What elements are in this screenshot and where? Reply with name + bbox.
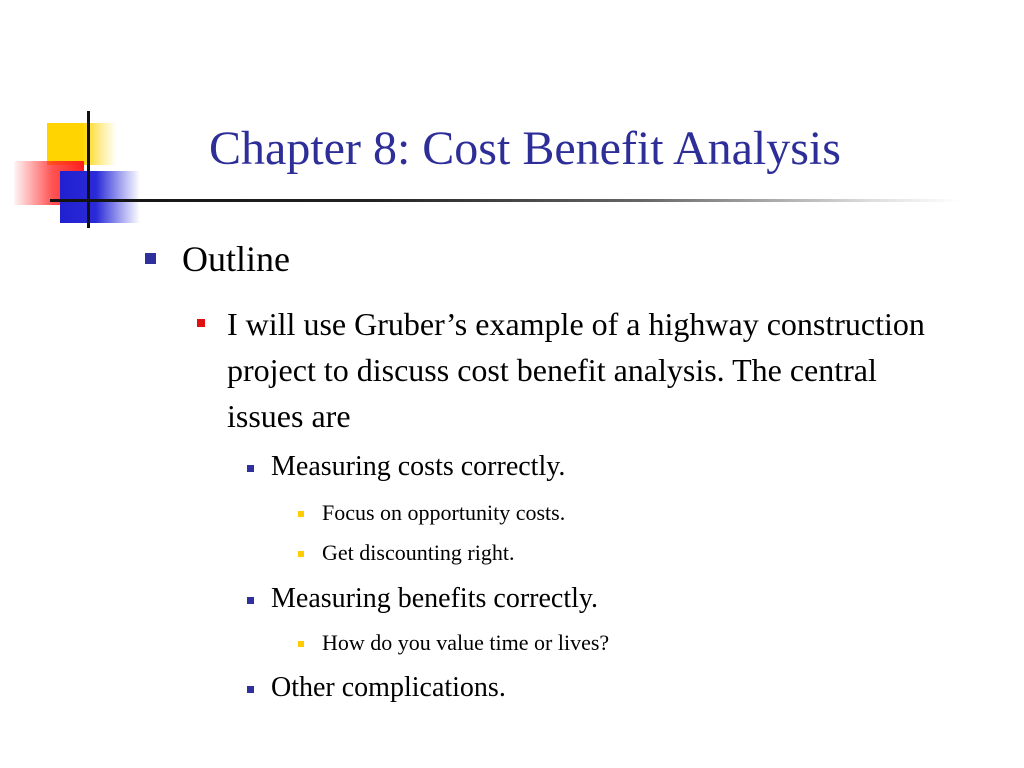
issue-item-benefits <box>271 583 598 615</box>
square-bullet-icon <box>247 465 254 472</box>
square-bullet-icon <box>247 597 254 604</box>
square-bullet-icon <box>247 686 254 693</box>
issue-label: Measuring costs correctly. <box>271 451 566 482</box>
square-bullet-icon <box>298 551 304 557</box>
issue-item-costs <box>271 451 565 483</box>
subpoint-item <box>322 540 514 566</box>
decorative-squares-logo <box>0 0 160 240</box>
outline-heading-text: Outline <box>182 239 290 279</box>
square-bullet-icon <box>298 511 304 517</box>
yellow-square-decoration <box>47 123 117 165</box>
issue-label: Other complications. <box>271 672 506 703</box>
square-bullet-icon <box>298 641 304 647</box>
vertical-rule-decoration <box>87 111 90 228</box>
issue-label: Measuring benefits correctly. <box>271 583 599 614</box>
intro-text: I will use Gruber’s example of a highway construction project to discuss cost benefit analysis. The central issues are <box>227 306 925 434</box>
subpoint-text: How do you value time or lives? <box>322 630 610 655</box>
subpoint-item <box>322 630 609 656</box>
square-bullet-icon <box>145 253 156 264</box>
slide-title: Chapter 8: Cost Benefit Analysis <box>209 122 841 175</box>
outline-heading-item <box>182 238 290 280</box>
subpoint-item <box>322 500 565 526</box>
square-bullet-icon <box>197 319 205 327</box>
intro-item <box>227 301 927 439</box>
title-underline-rule <box>50 199 960 202</box>
subpoint-text: Get discounting right. <box>322 540 515 565</box>
issue-item-complications <box>271 672 506 704</box>
blue-square-decoration <box>60 171 140 223</box>
subpoint-text: Focus on opportunity costs. <box>322 500 566 525</box>
